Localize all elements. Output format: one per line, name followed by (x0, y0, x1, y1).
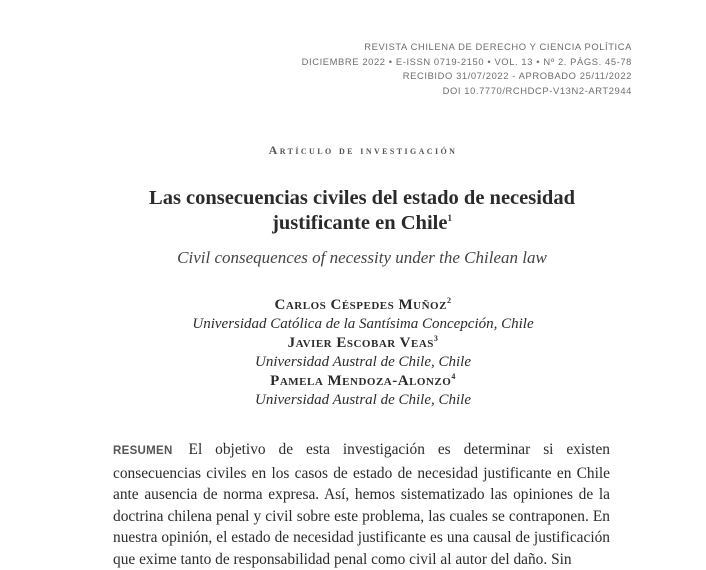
title-footnote-marker[interactable]: 1 (447, 213, 452, 224)
author-footnote-marker[interactable]: 2 (446, 296, 452, 305)
journal-metadata (302, 40, 632, 98)
abstract-label: RESUMEN (113, 445, 173, 457)
article-title-line-1: Las consecuencias civiles del estado de necesidad (149, 187, 575, 209)
author-affiliation: Universidad Austral de Chile, Chile (255, 354, 471, 370)
author-list (0, 295, 706, 409)
author-name-text: Carlos Céspedes Muñoz (274, 297, 447, 313)
journal-dates: RECIBIDO 31/07/2022 - APROBADO 25/11/2022 (402, 70, 632, 82)
author-name-text: Pamela Mendoza-Alonzo (270, 373, 452, 389)
author-name (0, 371, 706, 391)
author-footnote-marker[interactable]: 3 (433, 334, 439, 343)
journal-issue-info: DICIEMBRE 2022 • E-ISSN 0719-2150 • VOL. 13 • Nº 2. PÁGS. 45-78 (301, 55, 632, 67)
author-footnote-marker[interactable]: 4 (451, 372, 456, 381)
journal-name: REVISTA CHILENA DE DERECHO Y CIENCIA POLÍTICA (364, 41, 632, 52)
author-name-text: Javier Escobar Veas (287, 335, 434, 351)
article-title-line-2-text: justificante en Chile (272, 212, 448, 234)
article-title (0, 186, 706, 236)
abstract (113, 439, 610, 570)
section-label: Artículo de investigación (268, 143, 458, 157)
journal-doi: DOI 10.7770/RCHDCP-V13N2-ART2944 (442, 84, 632, 96)
author-affiliation: Universidad Austral de Chile, Chile (255, 392, 471, 408)
abstract-text: El objetivo de esta investigación es determinar si existen consecuencias civiles en los casos de estado de necesidad justificante en Chile ante ausencia de norma expresa. Así, hemos sistematizado las opiniones de la doctrina chilena penal y civil sobre este problema, las cuales se contraponen. En nuestra opinión, el estado de necesidad justificante es una causal de justificación que exime tanto de responsabilidad penal como civil al autor del daño. Sin (113, 441, 610, 568)
author-affiliation: Universidad Católica de la Santísima Concepción, Chile (192, 316, 534, 332)
article-title-line-2 (0, 211, 706, 236)
author-name (0, 295, 706, 315)
author-name (0, 333, 706, 353)
article-subtitle: Civil consequences of necessity under the Chilean law (177, 248, 547, 267)
